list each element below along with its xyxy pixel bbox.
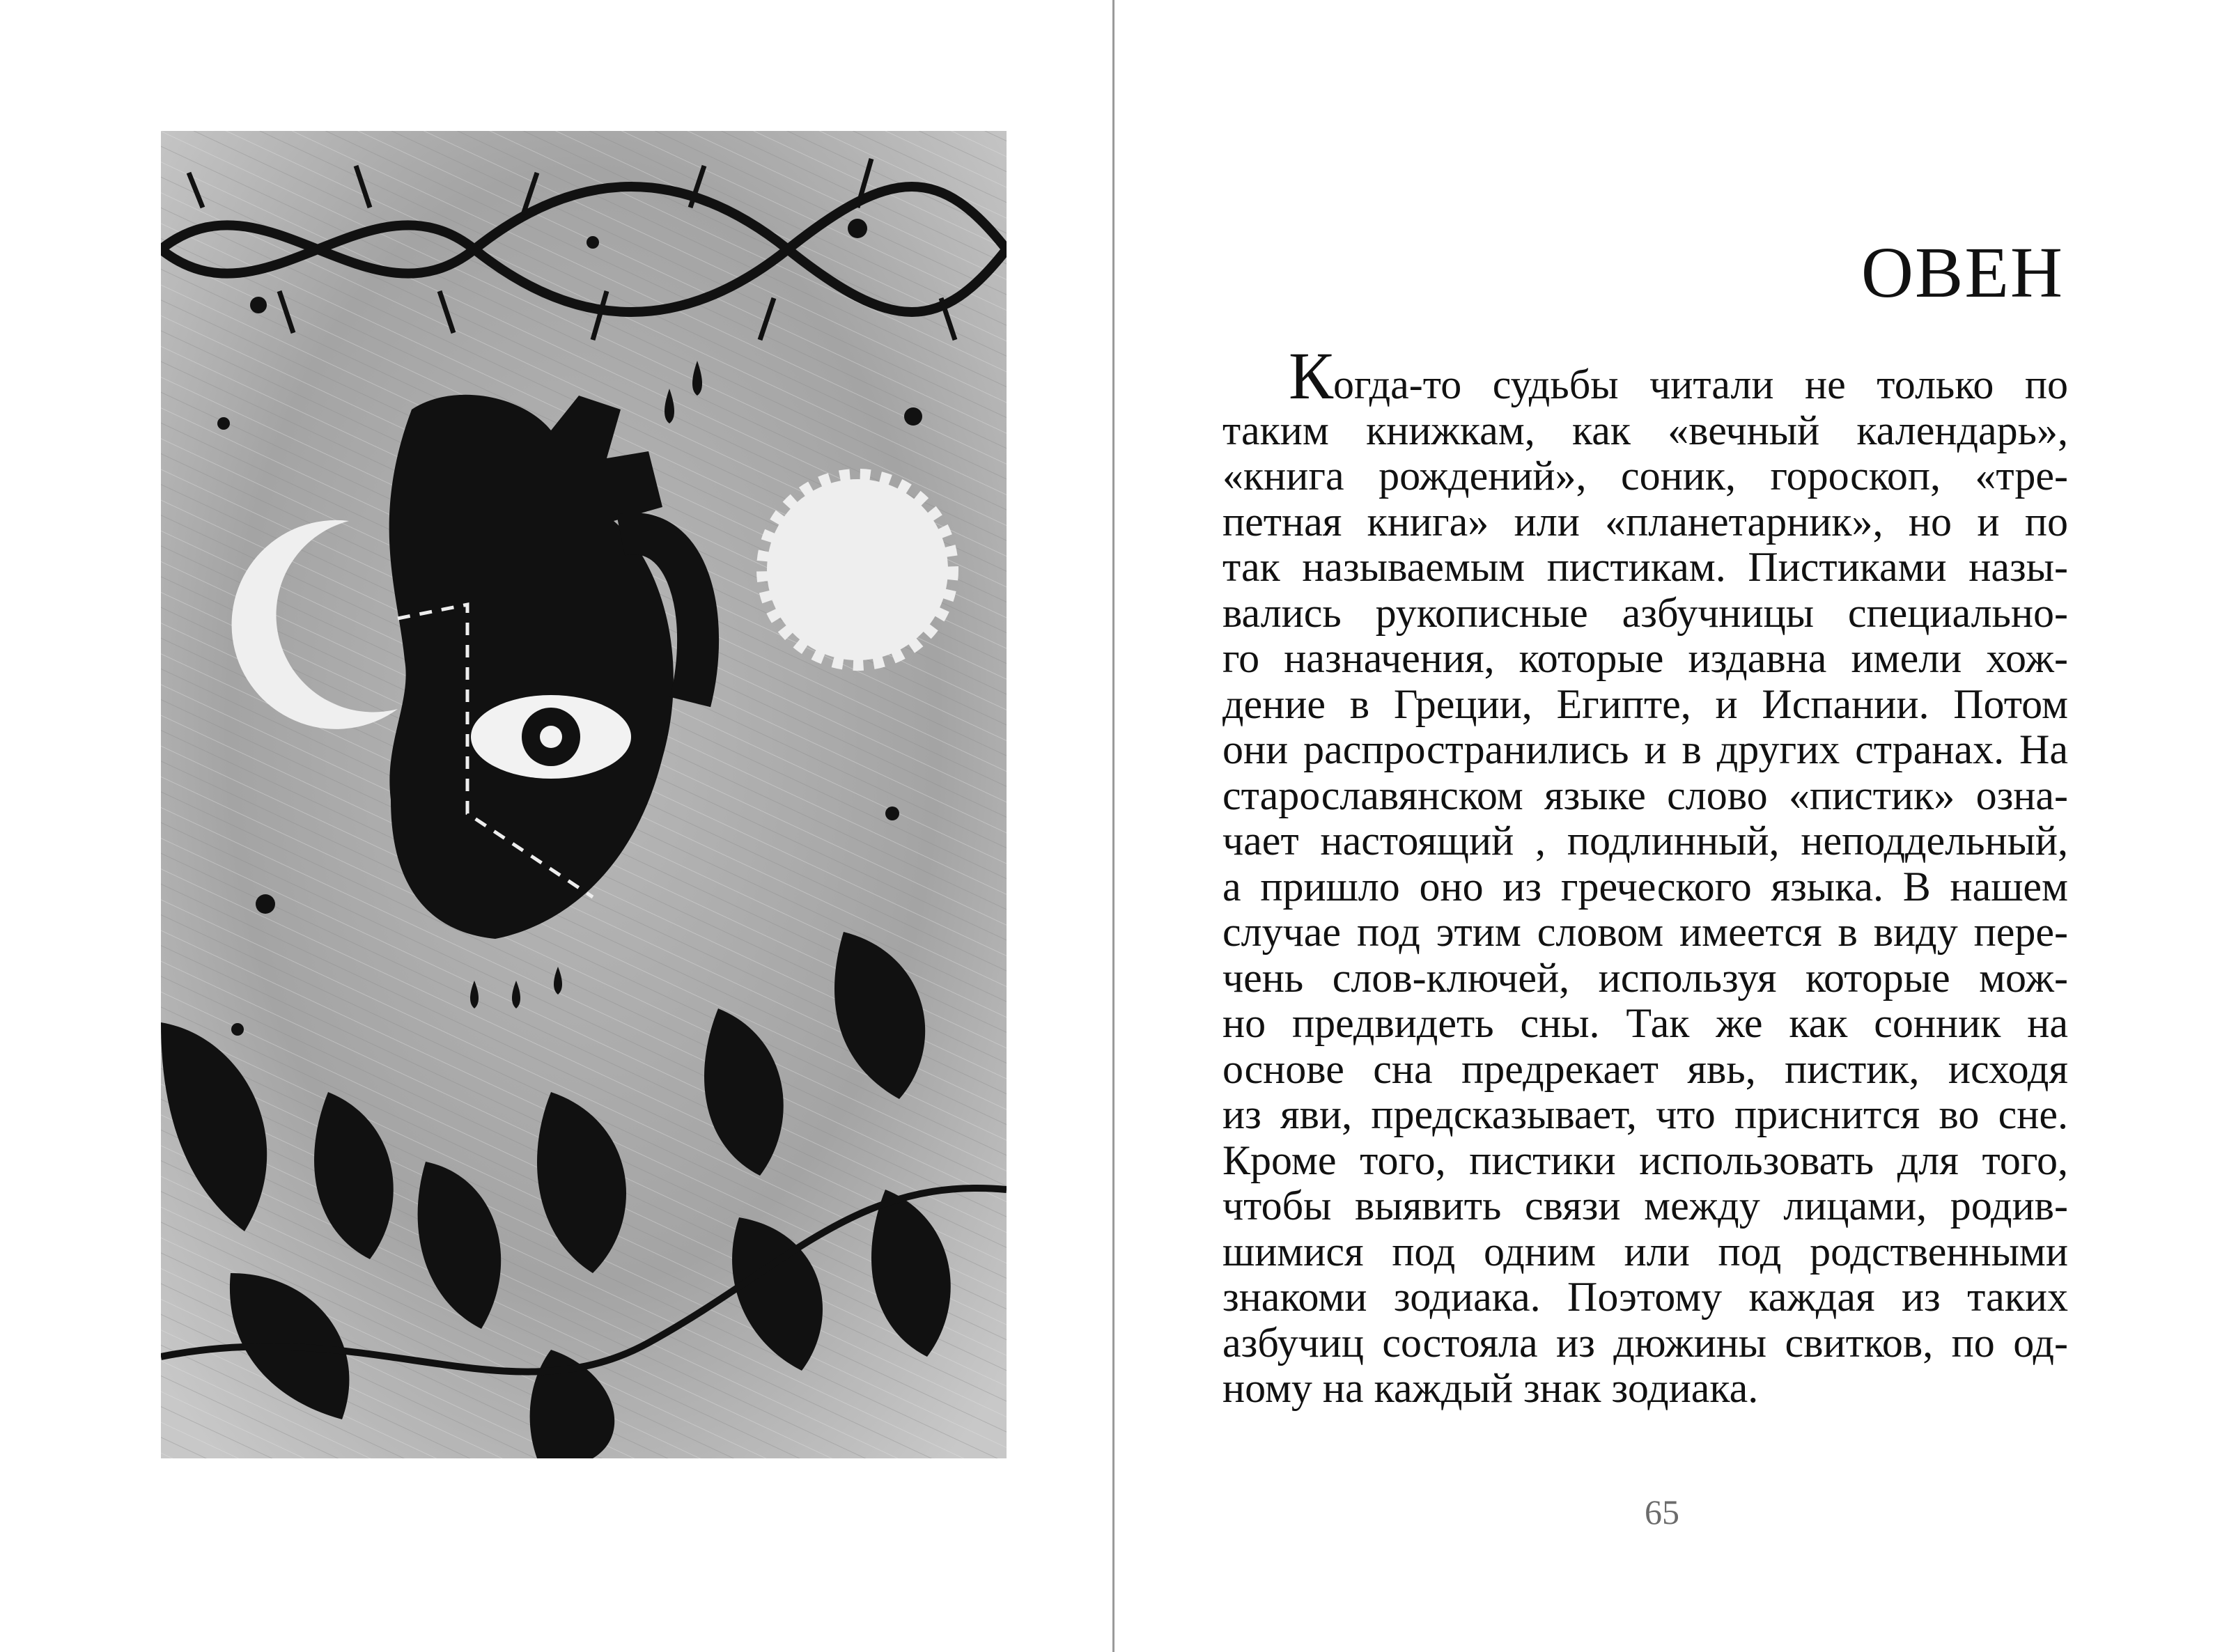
body-line: старославянском языке слово «пистик» озна-	[1222, 772, 2068, 818]
drop-cap: К	[1289, 338, 1334, 413]
body-line: но предвидеть сны. Так же как сонник на	[1222, 1000, 2068, 1046]
body-line: азбучиц состояла из дюжины свитков, по од-	[1222, 1319, 2068, 1366]
body-line	[1222, 338, 2068, 413]
body-line: они распространились и в других странах. На	[1222, 726, 2068, 772]
body-line: вались рукописные азбучницы специально-	[1222, 589, 2068, 636]
body-line: основе сна предрекает явь, пистик, исходя	[1222, 1045, 2068, 1092]
chapter-title: ОВЕН	[1861, 233, 2064, 313]
body-line: Кроме того, пистики использовать для того,	[1222, 1137, 2068, 1183]
body-line: а пришло оно из греческого языка. В нашем	[1222, 863, 2068, 910]
sun-icon	[767, 479, 948, 660]
right-page	[1114, 0, 2229, 1652]
body-line: «книга рождений», соник, гороскоп, «тре-	[1222, 453, 2068, 499]
body-line: шимися под одним или под родственными	[1222, 1228, 2068, 1275]
body-line: чает настоящий , подлинный, неподдельный,	[1222, 818, 2068, 864]
body-text	[1222, 338, 2068, 1412]
left-page	[0, 0, 1113, 1652]
body-line: го назначения, которые издавна имели хож-	[1222, 635, 2068, 681]
body-line: случае под этим словом имеется в виду пере-	[1222, 909, 2068, 955]
body-line: ному на каждый знак зодиака.	[1222, 1365, 1759, 1411]
body-line: знакоми зодиака. Поэтому каждая из таких	[1222, 1274, 2068, 1320]
body-line: чень слов-ключей, используя которые мож-	[1222, 954, 2068, 1001]
illustration-heart-eye	[161, 131, 1007, 1458]
body-line: так называемым пистикам. Пистиками назы-	[1222, 544, 2068, 590]
body-line: таким книжкам, как «вечный календарь»,	[1222, 407, 2068, 453]
body-line: чтобы выявить связи между лицами, родив-	[1222, 1183, 2068, 1229]
body-line: петная книга» или «планетарник», но и по	[1222, 498, 2068, 545]
body-line: дение в Греции, Египте, и Испании. Потом	[1222, 680, 2068, 727]
body-line: из яви, предсказывает, что приснится во сне.	[1222, 1091, 2068, 1137]
body-line-text: огда-то судьбы читали не только по	[1333, 361, 2068, 407]
page-number: 65	[1645, 1493, 1679, 1532]
